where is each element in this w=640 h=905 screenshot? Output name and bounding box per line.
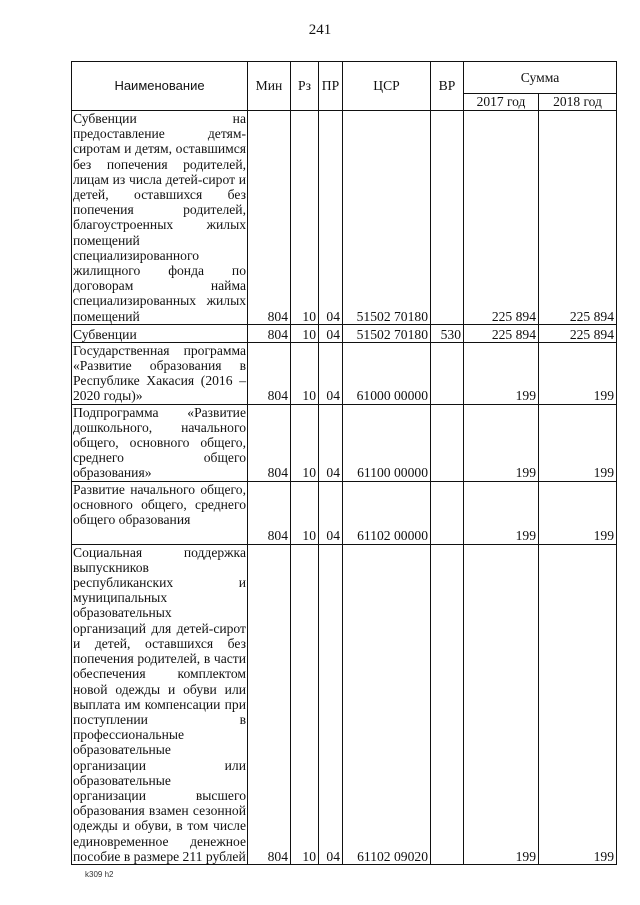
row-min: 804 xyxy=(248,481,291,544)
row-vr xyxy=(431,481,464,544)
row-name: Государственная программа «Развитие образования в Республике Хакасия (2016 – 2020 годы)» xyxy=(73,342,246,404)
row-vr xyxy=(431,111,464,325)
row-csr: 61100 00000 xyxy=(343,404,431,481)
table-row xyxy=(72,324,617,342)
row-name: Субвенции xyxy=(72,324,248,342)
footer-mark: k309 h2 xyxy=(85,870,114,879)
row-min: 804 xyxy=(248,342,291,404)
table-row xyxy=(72,111,617,325)
row-name: Социальная поддержка выпускников республиканских и муниципальных образовательных организаций для детей-сирот и детей, оставшихся без попечения родителей, в части обеспечения комплектом новой одежды и обуви или выплата им компенсации при поступлении в профессиональные образовательные организации или образовательные организации высшего образования взамен сезонной одежды и обуви, в том числе единовременное денежное пособие в размере 211 рублей xyxy=(73,544,246,864)
row-min: 804 xyxy=(248,404,291,481)
row-vr xyxy=(431,342,464,404)
header-min: Мин xyxy=(248,62,291,111)
row-name: Субвенции на предоставление детям-сиротам и детям, оставшимся без попечения родителей, лицам из числа детей-сирот и детей, оставшихся без попечения родителей, благоустроенных жилых помещений специализированного жилищного фонда по договорам найма специализированных жилых помещений xyxy=(73,111,246,324)
table-row xyxy=(72,342,617,404)
table-row xyxy=(72,404,617,481)
row-2018: 199 xyxy=(539,404,617,481)
header-sum: Сумма xyxy=(464,62,617,94)
row-rz: 10 xyxy=(291,342,319,404)
row-pr: 04 xyxy=(319,111,343,325)
budget-table xyxy=(71,61,617,865)
table-row xyxy=(72,481,617,544)
row-2018: 225 894 xyxy=(539,111,617,325)
row-min: 804 xyxy=(248,111,291,325)
table-row xyxy=(72,544,617,864)
row-pr: 04 xyxy=(319,324,343,342)
row-pr: 04 xyxy=(319,544,343,864)
header-pr: ПР xyxy=(319,62,343,111)
row-2018: 199 xyxy=(539,481,617,544)
header-year-2017: 2017 год xyxy=(464,94,539,111)
row-csr: 51502 70180 xyxy=(343,111,431,325)
row-min: 804 xyxy=(248,544,291,864)
row-min: 804 xyxy=(248,324,291,342)
row-2017: 199 xyxy=(464,481,539,544)
row-vr xyxy=(431,404,464,481)
row-2017: 225 894 xyxy=(464,111,539,325)
page-number: 241 xyxy=(308,22,332,38)
row-csr: 51502 70180 xyxy=(343,324,431,342)
row-pr: 04 xyxy=(319,404,343,481)
row-2017: 199 xyxy=(464,404,539,481)
row-rz: 10 xyxy=(291,404,319,481)
header-vr: ВР xyxy=(431,62,464,111)
row-2017: 199 xyxy=(464,544,539,864)
row-2018: 199 xyxy=(539,342,617,404)
header-csr: ЦСР xyxy=(343,62,431,111)
header-year-2018: 2018 год xyxy=(539,94,617,111)
row-pr: 04 xyxy=(319,481,343,544)
row-pr: 04 xyxy=(319,342,343,404)
row-csr: 61102 09020 xyxy=(343,544,431,864)
row-2017: 225 894 xyxy=(464,324,539,342)
row-rz: 10 xyxy=(291,544,319,864)
row-name: Подпрограмма «Развитие дошкольного, начального общего, основного общего, среднего общего образования» xyxy=(73,404,246,481)
header-rz: Рз xyxy=(291,62,319,111)
row-csr: 61000 00000 xyxy=(343,342,431,404)
row-vr: 530 xyxy=(431,324,464,342)
table-header xyxy=(72,62,617,111)
row-rz: 10 xyxy=(291,111,319,325)
row-name: Развитие начального общего, основного общего, среднего общего образования xyxy=(72,481,248,544)
row-csr: 61102 00000 xyxy=(343,481,431,544)
header-name: Наименование xyxy=(72,62,248,111)
row-2017: 199 xyxy=(464,342,539,404)
row-vr xyxy=(431,544,464,864)
row-2018: 225 894 xyxy=(539,324,617,342)
row-rz: 10 xyxy=(291,324,319,342)
row-rz: 10 xyxy=(291,481,319,544)
row-2018: 199 xyxy=(539,544,617,864)
